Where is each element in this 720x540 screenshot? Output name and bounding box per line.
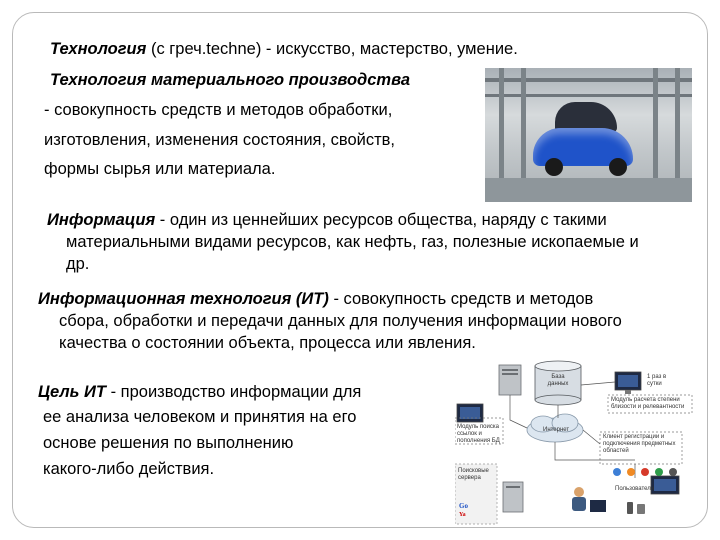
label-search-module: Модуль поиска ссылок и пополнения БД (457, 424, 500, 444)
label-once-a-day: 1 раз в сутки (647, 374, 667, 387)
svg-text:Ya: Ya (459, 512, 466, 518)
paragraph-it-goal (38, 380, 361, 405)
information-line-3: др. (66, 255, 90, 273)
paragraph-technology (50, 37, 518, 62)
it-goal-line-4: какого-либо действия. (43, 460, 215, 478)
factory-assembly-photo (485, 68, 692, 202)
server-icon-bottom (503, 482, 523, 512)
term-it-goal: Цель ИТ (38, 383, 106, 401)
information-system-diagram (455, 360, 695, 530)
users-icon (572, 476, 679, 512)
term-information: Информация (47, 211, 156, 229)
svg-text:Go: Go (459, 502, 468, 510)
label-internet: Интернет (543, 427, 570, 433)
label-users: Пользователи (615, 486, 655, 492)
it-line-1: - совокупность средств и методов (328, 290, 594, 308)
label-relevance-module: Модуль расчета степени близости и релевантности (611, 397, 685, 410)
monitor-icon (615, 372, 641, 394)
label-database: База данных (547, 374, 569, 387)
term-material-production: Технология материального производства (50, 71, 410, 89)
term-technology: Технология (50, 40, 147, 58)
monitor-icon-left (457, 404, 483, 422)
term-it: Информационная технология (ИТ) (38, 290, 329, 308)
label-search-servers: Поисковые сервера (458, 468, 489, 481)
material-production-line-2: - совокупность средств и методов обработки, (44, 101, 393, 119)
it-goal-line-2: ее анализа человеком и принятия на его (43, 408, 357, 426)
technology-definition: (с греч.techne) - искусство, мастерство, умение. (146, 40, 518, 58)
information-line-1: - один из ценнейших ресурсов общества, наряду с такими (155, 211, 607, 229)
it-goal-line-1: - производство информации для (106, 383, 362, 401)
material-production-line-4: формы сырья или материала. (44, 160, 276, 178)
it-line-2: сбора, обработки и передачи данных для получения информации нового (59, 312, 622, 330)
server-icon (499, 365, 521, 395)
it-goal-line-3: основе решения по выполнению (43, 434, 294, 452)
label-client-registration: Клиент регистрации и подключения предметных областей (603, 434, 676, 454)
information-line-2: материальными видами ресурсов, как нефть, газ, полезные ископаемые и (66, 233, 639, 251)
material-production-line-3: изготовления, изменения состояния, свойств, (44, 131, 396, 149)
it-line-3: качества о состоянии объекта, процесса или явления. (59, 334, 476, 352)
